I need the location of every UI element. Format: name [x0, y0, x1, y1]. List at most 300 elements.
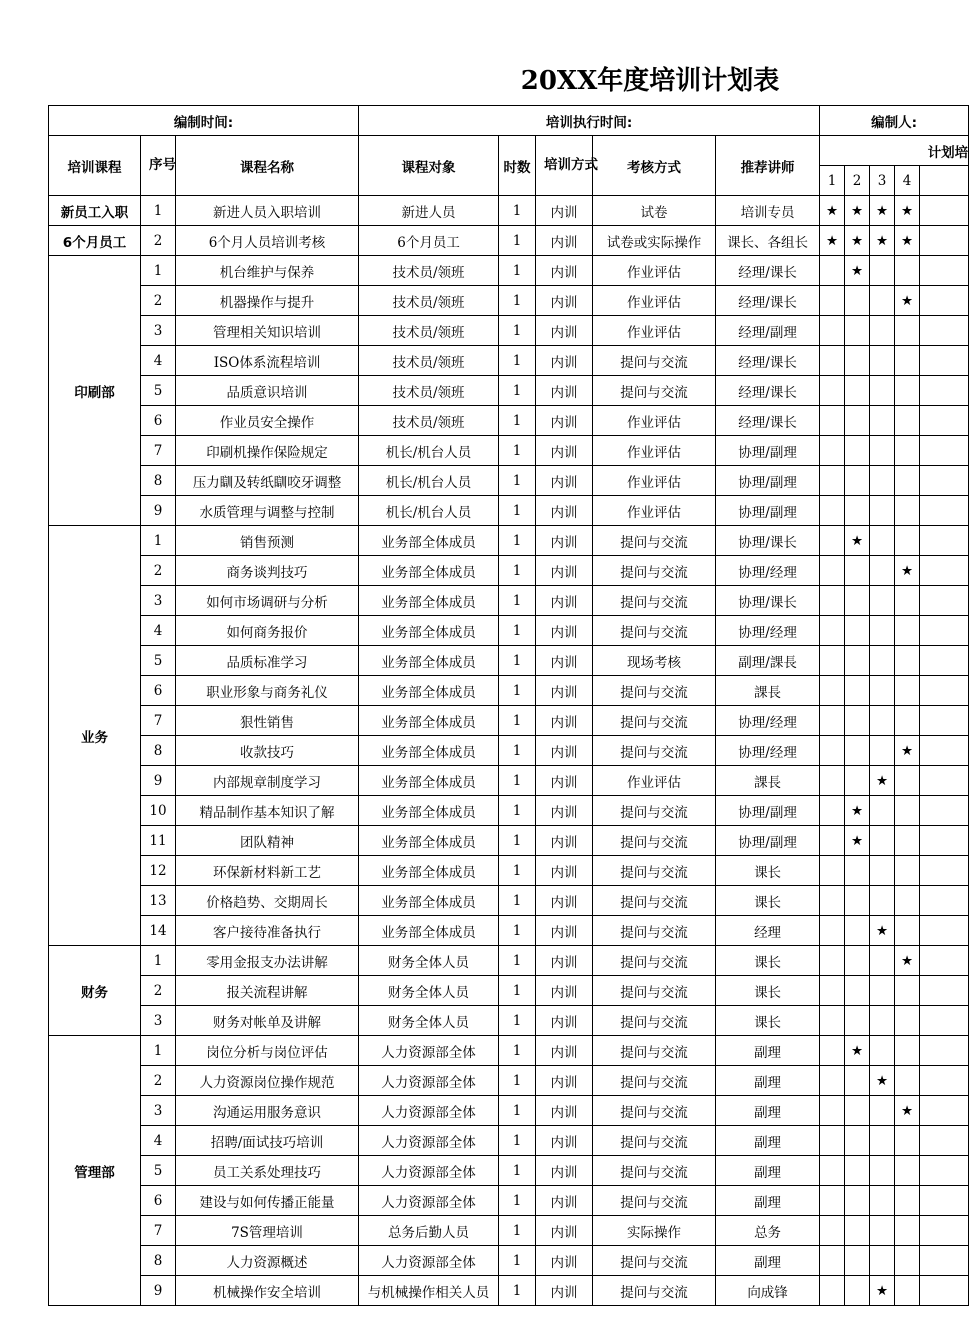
audience-cell: 技术员/领班 — [359, 376, 499, 406]
seq-cell: 4 — [141, 346, 176, 376]
seq-cell: 2 — [141, 556, 176, 586]
plan-month-2-cell — [845, 466, 870, 496]
compiler-label: 编制人: — [820, 106, 969, 136]
hours-cell: 1 — [499, 256, 536, 286]
plan-month-2-cell — [845, 646, 870, 676]
plan-month-4-cell — [895, 916, 920, 946]
method-cell: 内训 — [536, 916, 593, 946]
seq-cell: 5 — [141, 646, 176, 676]
plan-month-3-cell — [870, 736, 895, 766]
plan-extra-cell — [920, 196, 969, 226]
table-row — [49, 826, 969, 856]
method-cell: 内训 — [536, 286, 593, 316]
plan-extra-cell — [920, 706, 969, 736]
table-row — [49, 1126, 969, 1156]
plan-month-3-cell: ★ — [870, 766, 895, 796]
audience-cell: 技术员/领班 — [359, 286, 499, 316]
plan-month-2-cell — [845, 496, 870, 526]
table-row — [49, 1186, 969, 1216]
hours-cell: 1 — [499, 316, 536, 346]
table-row — [49, 1276, 969, 1306]
seq-cell: 4 — [141, 616, 176, 646]
course-name-cell: 招聘/面试技巧培训 — [176, 1126, 359, 1156]
method-cell: 内训 — [536, 556, 593, 586]
seq-cell: 11 — [141, 826, 176, 856]
hours-cell: 1 — [499, 226, 536, 256]
method-cell: 内训 — [536, 886, 593, 916]
plan-month-4-cell: ★ — [895, 946, 920, 976]
instructor-cell: 协理/经理 — [716, 736, 820, 766]
course-name-cell: 如何商务报价 — [176, 616, 359, 646]
header-assessment: 考核方式 — [593, 136, 716, 196]
table-row — [49, 706, 969, 736]
seq-cell: 5 — [141, 376, 176, 406]
assessment-cell: 提问与交流 — [593, 1126, 716, 1156]
seq-cell: 10 — [141, 796, 176, 826]
plan-month-1-cell — [820, 646, 845, 676]
instructor-cell: 经理/课长 — [716, 256, 820, 286]
plan-month-3-cell: ★ — [870, 1276, 895, 1306]
course-name-cell: 机械操作安全培训 — [176, 1276, 359, 1306]
hours-cell: 1 — [499, 1096, 536, 1126]
assessment-cell: 试卷 — [593, 196, 716, 226]
seq-cell: 9 — [141, 1276, 176, 1306]
plan-month-1-cell — [820, 436, 845, 466]
plan-month-2-cell: ★ — [845, 526, 870, 556]
plan-month-1-cell — [820, 556, 845, 586]
hours-cell: 1 — [499, 1186, 536, 1216]
plan-month-4-cell — [895, 346, 920, 376]
meta-row — [49, 106, 969, 136]
course-name-cell: 销售预测 — [176, 526, 359, 556]
plan-month-2-cell — [845, 616, 870, 646]
plan-month-2-cell — [845, 856, 870, 886]
audience-cell: 技术员/领班 — [359, 346, 499, 376]
course-name-cell: 机器操作与提升 — [176, 286, 359, 316]
plan-month-3-cell — [870, 556, 895, 586]
hours-cell: 1 — [499, 796, 536, 826]
assessment-cell: 提问与交流 — [593, 676, 716, 706]
course-name-cell: 商务谈判技巧 — [176, 556, 359, 586]
plan-month-1-cell — [820, 1066, 845, 1096]
table-row — [49, 286, 969, 316]
instructor-cell: 課長 — [716, 766, 820, 796]
course-name-cell: 零用金报支办法讲解 — [176, 946, 359, 976]
plan-month-4-cell — [895, 646, 920, 676]
plan-month-1-cell: ★ — [820, 226, 845, 256]
seq-cell: 1 — [141, 1036, 176, 1066]
plan-month-2-cell — [845, 736, 870, 766]
plan-month-2-cell — [845, 316, 870, 346]
table-row — [49, 1066, 969, 1096]
audience-cell: 技术员/领班 — [359, 406, 499, 436]
table-row — [49, 466, 969, 496]
plan-month-4-cell — [895, 616, 920, 646]
table-row — [49, 676, 969, 706]
plan-month-4-cell — [895, 586, 920, 616]
plan-month-3-cell: ★ — [870, 916, 895, 946]
seq-cell: 3 — [141, 1096, 176, 1126]
instructor-cell: 课长 — [716, 946, 820, 976]
assessment-cell: 作业评估 — [593, 466, 716, 496]
instructor-cell: 协理/课长 — [716, 526, 820, 556]
seq-cell: 6 — [141, 406, 176, 436]
assessment-cell: 提问与交流 — [593, 1066, 716, 1096]
plan-extra-cell — [920, 826, 969, 856]
course-name-cell: 精品制作基本知识了解 — [176, 796, 359, 826]
course-name-cell: 客户接待准备执行 — [176, 916, 359, 946]
plan-month-1-cell — [820, 496, 845, 526]
department-cell: 业务 — [49, 526, 141, 946]
plan-extra-cell — [920, 1006, 969, 1036]
hours-cell: 1 — [499, 1006, 536, 1036]
plan-month-1-cell — [820, 526, 845, 556]
header-month-3: 3 — [870, 166, 895, 196]
hours-cell: 1 — [499, 706, 536, 736]
assessment-cell: 提问与交流 — [593, 736, 716, 766]
method-cell: 内训 — [536, 1006, 593, 1036]
instructor-cell: 协理/副理 — [716, 496, 820, 526]
plan-month-4-cell — [895, 676, 920, 706]
instructor-cell: 协理/副理 — [716, 436, 820, 466]
plan-month-2-cell — [845, 1246, 870, 1276]
plan-month-3-cell — [870, 1156, 895, 1186]
plan-month-4-cell — [895, 1036, 920, 1066]
seq-cell: 1 — [141, 526, 176, 556]
seq-cell: 5 — [141, 1156, 176, 1186]
audience-cell: 业务部全体成员 — [359, 826, 499, 856]
plan-month-3-cell: ★ — [870, 196, 895, 226]
plan-extra-cell — [920, 1126, 969, 1156]
audience-cell: 技术员/领班 — [359, 256, 499, 286]
plan-month-3-cell — [870, 796, 895, 826]
method-cell: 内训 — [536, 856, 593, 886]
assessment-cell: 提问与交流 — [593, 916, 716, 946]
method-cell: 内训 — [536, 316, 593, 346]
assessment-cell: 作业评估 — [593, 316, 716, 346]
plan-month-1-cell — [820, 616, 845, 646]
instructor-cell: 培训专员 — [716, 196, 820, 226]
plan-extra-cell — [920, 676, 969, 706]
table-row — [49, 496, 969, 526]
audience-cell: 总务后勤人员 — [359, 1216, 499, 1246]
audience-cell: 业务部全体成员 — [359, 856, 499, 886]
plan-month-1-cell — [820, 1186, 845, 1216]
audience-cell: 技术员/领班 — [359, 316, 499, 346]
plan-month-3-cell — [870, 316, 895, 346]
plan-extra-cell — [920, 916, 969, 946]
seq-cell: 2 — [141, 226, 176, 256]
hours-cell: 1 — [499, 1246, 536, 1276]
table-row — [49, 316, 969, 346]
plan-month-3-cell: ★ — [870, 1066, 895, 1096]
table-row — [49, 766, 969, 796]
seq-cell: 12 — [141, 856, 176, 886]
plan-month-3-cell — [870, 976, 895, 1006]
method-cell: 内训 — [536, 1066, 593, 1096]
assessment-cell: 提问与交流 — [593, 526, 716, 556]
assessment-cell: 提问与交流 — [593, 886, 716, 916]
instructor-cell: 副理 — [716, 1126, 820, 1156]
plan-extra-cell — [920, 796, 969, 826]
hours-cell: 1 — [499, 496, 536, 526]
audience-cell: 机长/机台人员 — [359, 496, 499, 526]
plan-extra-cell — [920, 646, 969, 676]
audience-cell: 人力资源部全体 — [359, 1126, 499, 1156]
header-instructor: 推荐讲师 — [716, 136, 820, 196]
table-row — [49, 616, 969, 646]
plan-extra-cell — [920, 226, 969, 256]
instructor-cell: 协理/副理 — [716, 796, 820, 826]
instructor-cell: 副理 — [716, 1186, 820, 1216]
instructor-cell: 经理/副理 — [716, 316, 820, 346]
seq-cell: 1 — [141, 196, 176, 226]
hours-cell: 1 — [499, 406, 536, 436]
seq-cell: 8 — [141, 466, 176, 496]
department-cell: 管理部 — [49, 1036, 141, 1306]
plan-month-1-cell — [820, 1006, 845, 1036]
hours-cell: 1 — [499, 466, 536, 496]
audience-cell: 业务部全体成员 — [359, 736, 499, 766]
hours-cell: 1 — [499, 1156, 536, 1186]
audience-cell: 业务部全体成员 — [359, 766, 499, 796]
plan-month-2-cell — [845, 586, 870, 616]
plan-month-2-cell — [845, 766, 870, 796]
compile-time-label: 编制时间: — [49, 106, 359, 136]
plan-month-2-cell — [845, 1156, 870, 1186]
course-name-cell: ISO体系流程培训 — [176, 346, 359, 376]
plan-month-3-cell — [870, 856, 895, 886]
plan-month-1-cell — [820, 1246, 845, 1276]
plan-extra-cell — [920, 496, 969, 526]
audience-cell: 财务全体人员 — [359, 976, 499, 1006]
plan-extra-cell — [920, 1246, 969, 1276]
plan-month-4-cell — [895, 466, 920, 496]
table-row — [49, 1036, 969, 1066]
table-row — [49, 916, 969, 946]
page-title: 20XX年度培训计划表 — [520, 66, 780, 96]
hours-cell: 1 — [499, 436, 536, 466]
header-method: 培训方式 — [536, 136, 593, 196]
department-cell: 6个月员工 — [49, 226, 141, 256]
plan-month-4-cell — [895, 1186, 920, 1216]
hours-cell: 1 — [499, 766, 536, 796]
plan-month-4-cell — [895, 406, 920, 436]
plan-month-4-cell — [895, 1066, 920, 1096]
table-row — [49, 526, 969, 556]
hours-cell: 1 — [499, 886, 536, 916]
table-row — [49, 1216, 969, 1246]
department-cell: 新员工入职 — [49, 196, 141, 226]
seq-cell: 1 — [141, 946, 176, 976]
hours-cell: 1 — [499, 1036, 536, 1066]
plan-month-1-cell — [820, 976, 845, 1006]
plan-month-3-cell — [870, 946, 895, 976]
method-cell: 内训 — [536, 1276, 593, 1306]
plan-month-1-cell — [820, 886, 845, 916]
plan-month-4-cell — [895, 976, 920, 1006]
plan-month-1-cell — [820, 796, 845, 826]
audience-cell: 人力资源部全体 — [359, 1096, 499, 1126]
hours-cell: 1 — [499, 676, 536, 706]
plan-month-2-cell — [845, 1006, 870, 1036]
plan-month-2-cell — [845, 376, 870, 406]
plan-extra-cell — [920, 586, 969, 616]
plan-month-4-cell — [895, 376, 920, 406]
instructor-cell: 课长 — [716, 856, 820, 886]
assessment-cell: 提问与交流 — [593, 1246, 716, 1276]
method-cell: 内训 — [536, 766, 593, 796]
hours-cell: 1 — [499, 1066, 536, 1096]
plan-month-2-cell: ★ — [845, 256, 870, 286]
hours-cell: 1 — [499, 526, 536, 556]
plan-month-2-cell — [845, 676, 870, 706]
header-row — [49, 136, 969, 166]
instructor-cell: 协理/经理 — [716, 706, 820, 736]
audience-cell: 业务部全体成员 — [359, 526, 499, 556]
hours-cell: 1 — [499, 586, 536, 616]
plan-month-1-cell — [820, 676, 845, 706]
plan-month-3-cell — [870, 406, 895, 436]
plan-month-2-cell — [845, 706, 870, 736]
plan-month-4-cell — [895, 316, 920, 346]
plan-month-2-cell — [845, 1096, 870, 1126]
plan-month-3-cell — [870, 466, 895, 496]
audience-cell: 业务部全体成员 — [359, 556, 499, 586]
instructor-cell: 协理/副理 — [716, 826, 820, 856]
hours-cell: 1 — [499, 856, 536, 886]
plan-extra-cell — [920, 1096, 969, 1126]
instructor-cell: 副理 — [716, 1246, 820, 1276]
course-name-cell: 沟通运用服务意识 — [176, 1096, 359, 1126]
plan-month-4-cell: ★ — [895, 226, 920, 256]
header-month-4: 4 — [895, 166, 920, 196]
audience-cell: 人力资源部全体 — [359, 1066, 499, 1096]
course-name-cell: 岗位分析与岗位评估 — [176, 1036, 359, 1066]
instructor-cell: 经理/课长 — [716, 376, 820, 406]
instructor-cell: 副理/課長 — [716, 646, 820, 676]
seq-cell: 14 — [141, 916, 176, 946]
assessment-cell: 作业评估 — [593, 496, 716, 526]
plan-month-2-cell — [845, 976, 870, 1006]
course-name-cell: 作业员安全操作 — [176, 406, 359, 436]
plan-month-2-cell: ★ — [845, 826, 870, 856]
assessment-cell: 提问与交流 — [593, 706, 716, 736]
plan-month-3-cell — [870, 1186, 895, 1216]
course-name-cell: 品质标准学习 — [176, 646, 359, 676]
assessment-cell: 提问与交流 — [593, 1156, 716, 1186]
course-name-cell: 品质意识培训 — [176, 376, 359, 406]
plan-month-3-cell — [870, 496, 895, 526]
hours-cell: 1 — [499, 196, 536, 226]
course-name-cell: 人力资源概述 — [176, 1246, 359, 1276]
plan-extra-cell — [920, 766, 969, 796]
hours-cell: 1 — [499, 826, 536, 856]
instructor-cell: 课长 — [716, 1006, 820, 1036]
course-name-cell: 内部规章制度学习 — [176, 766, 359, 796]
method-cell: 内训 — [536, 346, 593, 376]
method-cell: 内训 — [536, 466, 593, 496]
method-cell: 内训 — [536, 376, 593, 406]
assessment-cell: 作业评估 — [593, 436, 716, 466]
plan-extra-cell — [920, 1066, 969, 1096]
plan-extra-cell — [920, 286, 969, 316]
hours-cell: 1 — [499, 1216, 536, 1246]
plan-month-4-cell — [895, 826, 920, 856]
plan-extra-cell — [920, 1216, 969, 1246]
assessment-cell: 作业评估 — [593, 406, 716, 436]
seq-cell: 13 — [141, 886, 176, 916]
course-name-cell: 6个月人员培训考核 — [176, 226, 359, 256]
plan-month-1-cell — [820, 916, 845, 946]
plan-month-2-cell — [845, 1276, 870, 1306]
plan-extra-cell — [920, 556, 969, 586]
header-course: 课程名称 — [176, 136, 359, 196]
seq-cell: 9 — [141, 766, 176, 796]
plan-month-3-cell — [870, 376, 895, 406]
method-cell: 内训 — [536, 736, 593, 766]
course-name-cell: 收款技巧 — [176, 736, 359, 766]
plan-month-3-cell — [870, 436, 895, 466]
plan-month-2-cell — [845, 1066, 870, 1096]
plan-month-1-cell — [820, 316, 845, 346]
plan-month-2-cell: ★ — [845, 1036, 870, 1066]
assessment-cell: 提问与交流 — [593, 1186, 716, 1216]
assessment-cell: 提问与交流 — [593, 946, 716, 976]
assessment-cell: 试卷或实际操作 — [593, 226, 716, 256]
instructor-cell: 经理/课长 — [716, 346, 820, 376]
assessment-cell: 现场考核 — [593, 646, 716, 676]
plan-month-3-cell — [870, 1126, 895, 1156]
method-cell: 内训 — [536, 526, 593, 556]
audience-cell: 与机械操作相关人员 — [359, 1276, 499, 1306]
audience-cell: 人力资源部全体 — [359, 1156, 499, 1186]
table-row — [49, 736, 969, 766]
table-row — [49, 886, 969, 916]
plan-month-1-cell — [820, 346, 845, 376]
course-name-cell: 价格趋势、交期周长 — [176, 886, 359, 916]
method-cell: 内训 — [536, 826, 593, 856]
header-month-extra — [920, 166, 969, 196]
instructor-cell: 总务 — [716, 1216, 820, 1246]
instructor-cell: 课长 — [716, 886, 820, 916]
audience-cell: 新进人员 — [359, 196, 499, 226]
plan-month-4-cell — [895, 1156, 920, 1186]
audience-cell: 业务部全体成员 — [359, 916, 499, 946]
method-cell: 内训 — [536, 1096, 593, 1126]
course-name-cell: 管理相关知识培训 — [176, 316, 359, 346]
plan-month-2-cell — [845, 1216, 870, 1246]
header-month-1: 1 — [820, 166, 845, 196]
seq-cell: 3 — [141, 586, 176, 616]
table-row — [49, 376, 969, 406]
seq-cell: 8 — [141, 1246, 176, 1276]
plan-month-3-cell: ★ — [870, 226, 895, 256]
plan-month-1-cell — [820, 586, 845, 616]
method-cell: 内训 — [536, 616, 593, 646]
course-name-cell: 如何市场调研与分析 — [176, 586, 359, 616]
audience-cell: 机长/机台人员 — [359, 466, 499, 496]
plan-month-1-cell: ★ — [820, 196, 845, 226]
plan-extra-cell — [920, 1186, 969, 1216]
plan-month-1-cell — [820, 256, 845, 286]
plan-month-3-cell — [870, 526, 895, 556]
seq-cell: 3 — [141, 1006, 176, 1036]
audience-cell: 业务部全体成员 — [359, 886, 499, 916]
plan-extra-cell — [920, 376, 969, 406]
plan-month-1-cell — [820, 406, 845, 436]
instructor-cell: 协理/经理 — [716, 556, 820, 586]
